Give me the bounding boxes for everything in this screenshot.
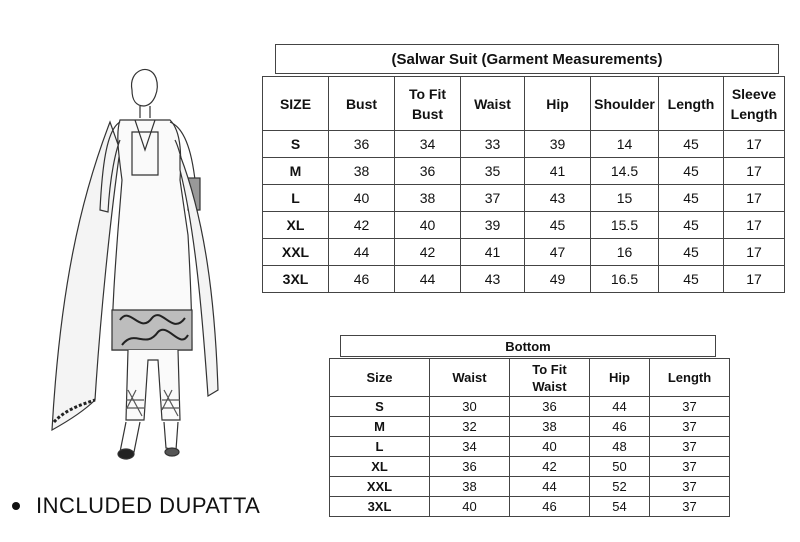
bottom-table-title: Bottom [340,335,716,357]
column-header: Length [659,77,724,131]
measurement-cell: 17 [724,131,785,158]
table-row [263,158,785,185]
table-row [263,185,785,212]
measurement-cell: 37 [650,477,730,497]
measurement-cell: 43 [461,266,525,293]
header-row [330,359,730,397]
measurement-cell: 44 [510,477,590,497]
measurement-cell: 42 [329,212,395,239]
measurement-cell: 46 [590,417,650,437]
size-cell: 3XL [330,497,430,517]
table-row [330,437,730,457]
measurement-cell: 40 [329,185,395,212]
measurement-cell: 36 [395,158,461,185]
column-header: Hip [525,77,591,131]
column-header: Hip [590,359,650,397]
measurement-cell: 38 [510,417,590,437]
measurement-cell: 41 [461,239,525,266]
table-row [330,397,730,417]
measurement-cell: 52 [590,477,650,497]
measurement-cell: 14 [591,131,659,158]
measurement-cell: 42 [395,239,461,266]
measurement-cell: 17 [724,239,785,266]
measurement-cell: 37 [650,437,730,457]
measurement-cell: 17 [724,266,785,293]
column-header: SIZE [263,77,329,131]
measurement-cell: 34 [430,437,510,457]
measurement-cell: 36 [510,397,590,417]
table-row [263,212,785,239]
measurement-cell: 45 [525,212,591,239]
bottom-size-table [329,358,730,517]
column-header: Bust [329,77,395,131]
included-dupatta-note [12,488,260,524]
measurement-cell: 43 [525,185,591,212]
size-cell: XL [330,457,430,477]
salwar-suit-table-title: (Salwar Suit (Garment Measurements) [275,44,779,74]
measurement-cell: 47 [525,239,591,266]
column-header: Waist [430,359,510,397]
measurement-cell: 34 [395,131,461,158]
measurement-cell: 36 [329,131,395,158]
column-header: Size [330,359,430,397]
column-header: To Fit Waist [510,359,590,397]
measurement-cell: 44 [329,239,395,266]
measurement-cell: 37 [461,185,525,212]
measurement-cell: 39 [461,212,525,239]
measurement-cell: 42 [510,457,590,477]
measurement-cell: 45 [659,158,724,185]
measurement-cell: 41 [525,158,591,185]
measurement-cell: 38 [430,477,510,497]
measurement-cell: 14.5 [591,158,659,185]
measurement-cell: 38 [329,158,395,185]
header-row [263,77,785,131]
included-dupatta-text: INCLUDED DUPATTA [36,493,261,518]
measurement-cell: 40 [395,212,461,239]
measurement-cell: 44 [590,397,650,417]
column-header: Waist [461,77,525,131]
measurement-cell: 46 [329,266,395,293]
measurement-cell: 54 [590,497,650,517]
measurement-cell: 32 [430,417,510,437]
size-cell: XXL [330,477,430,497]
measurement-cell: 17 [724,158,785,185]
measurement-cell: 46 [510,497,590,517]
measurement-cell: 35 [461,158,525,185]
measurement-cell: 49 [525,266,591,293]
measurement-cell: 17 [724,185,785,212]
measurement-cell: 15 [591,185,659,212]
size-cell: XL [263,212,329,239]
size-cell: 3XL [263,266,329,293]
measurement-cell: 16 [591,239,659,266]
column-header: Length [650,359,730,397]
size-cell: XXL [263,239,329,266]
table-row [263,239,785,266]
salwar-suit-sketch-icon [40,60,240,480]
measurement-cell: 45 [659,212,724,239]
column-header: To Fit Bust [395,77,461,131]
size-cell: S [263,131,329,158]
measurement-cell: 45 [659,185,724,212]
size-cell: S [330,397,430,417]
measurement-cell: 45 [659,131,724,158]
measurement-cell: 44 [395,266,461,293]
measurement-cell: 50 [590,457,650,477]
table-row [263,131,785,158]
column-header: Sleeve Length [724,77,785,131]
measurement-cell: 45 [659,266,724,293]
measurement-cell: 15.5 [591,212,659,239]
measurement-cell: 36 [430,457,510,477]
measurement-cell: 33 [461,131,525,158]
measurement-cell: 40 [430,497,510,517]
measurement-cell: 37 [650,397,730,417]
size-cell: L [330,437,430,457]
size-cell: L [263,185,329,212]
table-row [263,266,785,293]
table-row [330,477,730,497]
measurement-cell: 40 [510,437,590,457]
measurement-cell: 38 [395,185,461,212]
salwar-suit-size-table [262,76,785,293]
size-cell: M [330,417,430,437]
column-header: Shoulder [591,77,659,131]
table-row [330,417,730,437]
measurement-cell: 37 [650,457,730,477]
measurement-cell: 48 [590,437,650,457]
measurement-cell: 17 [724,212,785,239]
measurement-cell: 39 [525,131,591,158]
size-cell: M [263,158,329,185]
measurement-cell: 37 [650,417,730,437]
table-row [330,457,730,477]
measurement-cell: 45 [659,239,724,266]
measurement-cell: 37 [650,497,730,517]
table-row [330,497,730,517]
bullet-icon [12,502,20,510]
measurement-cell: 30 [430,397,510,417]
measurement-cell: 16.5 [591,266,659,293]
